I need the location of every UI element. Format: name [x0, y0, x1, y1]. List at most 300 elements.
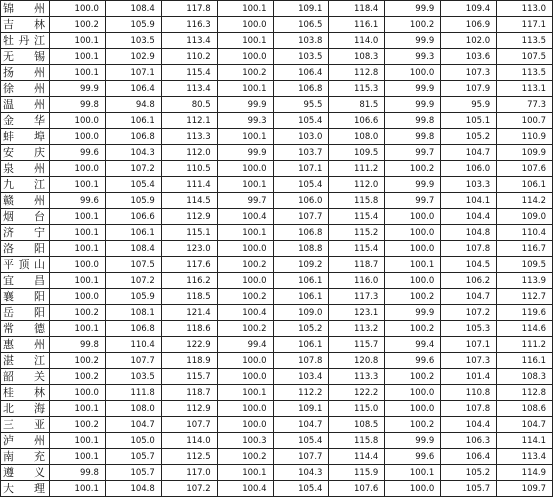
index-value-cell: 103.7: [273, 145, 329, 161]
table-row: [1, 481, 553, 497]
index-value-cell: 112.9: [161, 401, 217, 417]
index-value-cell: 106.6: [329, 113, 385, 129]
index-value-cell: 100.0: [217, 369, 273, 385]
table-row: [1, 81, 553, 97]
index-value-cell: 100.1: [50, 273, 106, 289]
index-value-cell: 100.0: [217, 401, 273, 417]
index-value-cell: 100.1: [50, 33, 106, 49]
index-value-cell: 104.3: [273, 465, 329, 481]
index-value-cell: 105.1: [441, 113, 497, 129]
index-value-cell: 115.7: [329, 337, 385, 353]
index-value-cell: 122.9: [161, 337, 217, 353]
index-value-cell: 105.2: [273, 321, 329, 337]
index-value-cell: 118.7: [161, 385, 217, 401]
table-row: [1, 177, 553, 193]
index-value-cell: 108.6: [497, 401, 553, 417]
city-name-cell: 烟台: [1, 209, 50, 225]
city-name-cell: 襄阳: [1, 289, 50, 305]
index-value-cell: 106.6: [105, 209, 161, 225]
index-value-cell: 111.2: [497, 337, 553, 353]
index-value-cell: 113.4: [161, 33, 217, 49]
city-name-cell: 安庆: [1, 145, 50, 161]
city-name-cell: 泸州: [1, 433, 50, 449]
index-value-cell: 112.0: [329, 177, 385, 193]
index-value-cell: 95.5: [273, 97, 329, 113]
index-value-cell: 105.3: [441, 321, 497, 337]
index-value-cell: 100.0: [385, 401, 441, 417]
index-value-cell: 103.6: [441, 49, 497, 65]
index-value-cell: 109.1: [273, 1, 329, 17]
index-value-cell: 99.7: [385, 193, 441, 209]
city-name-cell: 湛江: [1, 353, 50, 369]
index-value-cell: 99.6: [50, 193, 106, 209]
city-name-cell: 九江: [1, 177, 50, 193]
index-value-cell: 101.4: [441, 369, 497, 385]
index-value-cell: 100.1: [217, 33, 273, 49]
index-value-cell: 113.9: [497, 273, 553, 289]
index-value-cell: 99.8: [50, 465, 106, 481]
index-value-cell: 109.4: [441, 1, 497, 17]
table-row: [1, 257, 553, 273]
index-value-cell: 113.1: [497, 81, 553, 97]
city-name-cell: 平顶山: [1, 257, 50, 273]
table-row: [1, 241, 553, 257]
index-value-cell: 104.7: [497, 417, 553, 433]
index-value-cell: 100.1: [217, 81, 273, 97]
table-row: [1, 305, 553, 321]
index-value-cell: 94.8: [105, 97, 161, 113]
index-value-cell: 99.8: [50, 337, 106, 353]
index-value-cell: 114.0: [329, 33, 385, 49]
index-value-cell: 100.2: [385, 161, 441, 177]
index-value-cell: 103.0: [273, 129, 329, 145]
index-value-cell: 115.4: [329, 241, 385, 257]
index-value-cell: 116.2: [161, 273, 217, 289]
index-value-cell: 99.9: [385, 33, 441, 49]
index-value-cell: 110.8: [441, 385, 497, 401]
index-value-cell: 106.1: [105, 113, 161, 129]
index-value-cell: 100.0: [50, 1, 106, 17]
index-value-cell: 106.1: [273, 337, 329, 353]
index-value-cell: 100.1: [50, 177, 106, 193]
index-value-cell: 109.5: [329, 145, 385, 161]
index-value-cell: 99.6: [50, 145, 106, 161]
index-value-cell: 107.5: [105, 257, 161, 273]
index-value-cell: 105.9: [105, 17, 161, 33]
index-value-cell: 103.5: [105, 33, 161, 49]
index-value-cell: 100.4: [217, 481, 273, 497]
index-value-cell: 100.2: [217, 257, 273, 273]
index-value-cell: 115.1: [161, 225, 217, 241]
index-value-cell: 100.1: [217, 129, 273, 145]
index-value-cell: 107.1: [273, 161, 329, 177]
index-value-cell: 115.7: [161, 369, 217, 385]
index-value-cell: 100.2: [217, 321, 273, 337]
city-name-cell: 惠州: [1, 337, 50, 353]
index-value-cell: 114.2: [497, 193, 553, 209]
table-row: [1, 17, 553, 33]
index-value-cell: 100.1: [50, 321, 106, 337]
index-value-cell: 108.0: [105, 401, 161, 417]
city-name-cell: 大理: [1, 481, 50, 497]
index-value-cell: 118.5: [161, 289, 217, 305]
index-value-cell: 113.0: [497, 1, 553, 17]
index-value-cell: 104.7: [273, 417, 329, 433]
index-value-cell: 114.5: [161, 193, 217, 209]
index-value-cell: 109.0: [497, 209, 553, 225]
city-name-cell: 无锡: [1, 49, 50, 65]
city-name-cell: 洛阳: [1, 241, 50, 257]
index-value-cell: 112.0: [161, 145, 217, 161]
index-value-cell: 118.7: [329, 257, 385, 273]
index-value-cell: 114.4: [329, 449, 385, 465]
index-value-cell: 99.3: [217, 113, 273, 129]
index-value-cell: 105.0: [105, 433, 161, 449]
city-name-cell: 宜昌: [1, 273, 50, 289]
index-value-cell: 108.4: [105, 241, 161, 257]
index-value-cell: 107.2: [441, 305, 497, 321]
index-value-cell: 116.3: [161, 17, 217, 33]
index-value-cell: 100.0: [50, 161, 106, 177]
index-value-cell: 118.9: [161, 353, 217, 369]
index-value-cell: 108.8: [273, 241, 329, 257]
index-value-cell: 100.0: [50, 289, 106, 305]
index-value-cell: 108.0: [329, 129, 385, 145]
index-value-cell: 100.2: [50, 369, 106, 385]
table-row: [1, 113, 553, 129]
table-row: [1, 337, 553, 353]
city-name-cell: 遵义: [1, 465, 50, 481]
table-row: [1, 161, 553, 177]
index-value-cell: 100.1: [217, 177, 273, 193]
index-value-cell: 106.4: [441, 449, 497, 465]
index-value-cell: 100.4: [217, 209, 273, 225]
index-value-cell: 114.9: [497, 465, 553, 481]
index-value-cell: 118.6: [161, 321, 217, 337]
index-value-cell: 100.0: [385, 385, 441, 401]
index-value-cell: 100.1: [50, 449, 106, 465]
index-value-cell: 104.7: [441, 145, 497, 161]
table-row: [1, 401, 553, 417]
index-value-cell: 107.1: [105, 65, 161, 81]
index-value-cell: 100.2: [385, 369, 441, 385]
index-value-cell: 107.7: [105, 353, 161, 369]
index-value-cell: 117.0: [161, 465, 217, 481]
table-row: [1, 385, 553, 401]
index-value-cell: 115.4: [161, 65, 217, 81]
index-value-cell: 99.6: [385, 449, 441, 465]
index-value-cell: 106.0: [441, 161, 497, 177]
city-name-cell: 岳阳: [1, 305, 50, 321]
index-value-cell: 99.8: [50, 97, 106, 113]
index-value-cell: 115.9: [329, 465, 385, 481]
table-body: [1, 1, 553, 497]
table-row: [1, 321, 553, 337]
index-value-cell: 118.4: [329, 1, 385, 17]
index-value-cell: 112.5: [161, 449, 217, 465]
index-value-cell: 99.9: [385, 177, 441, 193]
index-value-cell: 100.1: [217, 225, 273, 241]
index-value-cell: 123.1: [329, 305, 385, 321]
index-value-cell: 115.2: [329, 225, 385, 241]
index-value-cell: 106.4: [105, 81, 161, 97]
index-value-cell: 99.9: [50, 81, 106, 97]
index-value-cell: 112.8: [497, 385, 553, 401]
index-value-cell: 113.4: [161, 81, 217, 97]
index-value-cell: 100.1: [217, 465, 273, 481]
index-value-cell: 113.2: [329, 321, 385, 337]
index-value-cell: 100.3: [217, 433, 273, 449]
index-value-cell: 110.9: [497, 129, 553, 145]
index-value-cell: 100.0: [385, 65, 441, 81]
index-value-cell: 99.8: [385, 113, 441, 129]
index-value-cell: 100.2: [385, 17, 441, 33]
city-name-cell: 泉州: [1, 161, 50, 177]
index-value-cell: 112.1: [161, 113, 217, 129]
index-value-cell: 110.5: [161, 161, 217, 177]
city-name-cell: 锦州: [1, 1, 50, 17]
index-value-cell: 100.1: [385, 465, 441, 481]
index-value-cell: 100.2: [50, 17, 106, 33]
index-value-cell: 100.2: [50, 417, 106, 433]
city-name-cell: 温州: [1, 97, 50, 113]
index-value-cell: 114.0: [161, 433, 217, 449]
index-value-cell: 100.1: [50, 209, 106, 225]
index-value-cell: 100.1: [217, 1, 273, 17]
index-value-cell: 95.9: [441, 97, 497, 113]
index-value-cell: 100.1: [50, 65, 106, 81]
table-row: [1, 145, 553, 161]
index-value-cell: 108.5: [329, 417, 385, 433]
index-value-cell: 106.4: [273, 65, 329, 81]
index-value-cell: 99.9: [385, 1, 441, 17]
index-value-cell: 77.3: [497, 97, 553, 113]
table-row: [1, 225, 553, 241]
index-value-cell: 104.8: [441, 225, 497, 241]
index-value-cell: 103.3: [441, 177, 497, 193]
index-value-cell: 100.0: [217, 241, 273, 257]
index-value-cell: 99.9: [217, 145, 273, 161]
index-value-cell: 105.4: [105, 177, 161, 193]
index-value-cell: 107.7: [161, 417, 217, 433]
index-value-cell: 81.5: [329, 97, 385, 113]
table-row: [1, 209, 553, 225]
index-value-cell: 107.3: [441, 65, 497, 81]
index-value-cell: 100.1: [50, 401, 106, 417]
table-row: [1, 97, 553, 113]
index-value-cell: 106.9: [441, 17, 497, 33]
index-value-cell: 106.8: [105, 321, 161, 337]
index-value-cell: 103.4: [273, 369, 329, 385]
city-name-cell: 蚌埠: [1, 129, 50, 145]
index-value-cell: 120.8: [329, 353, 385, 369]
index-value-cell: 100.1: [50, 241, 106, 257]
index-value-cell: 114.1: [497, 433, 553, 449]
index-value-cell: 109.0: [273, 305, 329, 321]
index-value-cell: 99.9: [385, 81, 441, 97]
index-value-cell: 99.9: [385, 305, 441, 321]
index-value-cell: 100.2: [385, 417, 441, 433]
index-value-cell: 114.6: [497, 321, 553, 337]
index-value-cell: 109.7: [497, 481, 553, 497]
index-value-cell: 106.5: [273, 17, 329, 33]
index-value-cell: 100.2: [50, 305, 106, 321]
index-value-cell: 100.0: [217, 161, 273, 177]
index-value-cell: 113.5: [497, 33, 553, 49]
index-value-cell: 105.7: [105, 449, 161, 465]
table-row: [1, 369, 553, 385]
index-value-cell: 115.0: [329, 401, 385, 417]
index-value-cell: 99.8: [385, 129, 441, 145]
index-value-cell: 115.8: [329, 193, 385, 209]
index-value-cell: 105.2: [441, 465, 497, 481]
index-value-cell: 99.9: [385, 433, 441, 449]
index-value-cell: 109.5: [497, 257, 553, 273]
table-row: [1, 417, 553, 433]
index-value-cell: 105.7: [441, 481, 497, 497]
index-value-cell: 104.5: [441, 257, 497, 273]
index-value-cell: 105.4: [273, 481, 329, 497]
index-value-cell: 100.0: [50, 385, 106, 401]
index-value-cell: 100.2: [217, 65, 273, 81]
table-row: [1, 449, 553, 465]
city-name-cell: 桂林: [1, 385, 50, 401]
index-value-cell: 107.8: [273, 353, 329, 369]
index-value-cell: 110.4: [105, 337, 161, 353]
index-value-cell: 100.0: [50, 257, 106, 273]
index-value-cell: 104.4: [441, 417, 497, 433]
index-value-cell: 100.1: [50, 433, 106, 449]
index-value-cell: 99.4: [217, 337, 273, 353]
index-value-cell: 100.1: [385, 257, 441, 273]
index-value-cell: 107.5: [497, 49, 553, 65]
index-value-cell: 115.4: [329, 209, 385, 225]
index-value-cell: 107.7: [273, 209, 329, 225]
table-row: [1, 65, 553, 81]
table-row: [1, 353, 553, 369]
table-row: [1, 193, 553, 209]
table-row: [1, 273, 553, 289]
index-value-cell: 108.1: [105, 305, 161, 321]
index-value-cell: 105.4: [273, 177, 329, 193]
index-value-cell: 111.2: [329, 161, 385, 177]
index-value-cell: 105.4: [273, 113, 329, 129]
index-value-cell: 100.0: [50, 113, 106, 129]
index-value-cell: 104.7: [105, 417, 161, 433]
index-value-cell: 100.0: [217, 49, 273, 65]
index-value-cell: 102.9: [105, 49, 161, 65]
index-value-cell: 110.4: [497, 225, 553, 241]
index-value-cell: 107.2: [105, 273, 161, 289]
index-value-cell: 100.0: [385, 273, 441, 289]
city-name-cell: 三亚: [1, 417, 50, 433]
index-value-cell: 107.7: [273, 449, 329, 465]
index-value-cell: 113.4: [497, 449, 553, 465]
index-value-cell: 106.8: [273, 81, 329, 97]
index-value-cell: 111.4: [161, 177, 217, 193]
index-value-cell: 102.0: [441, 33, 497, 49]
index-value-cell: 111.8: [105, 385, 161, 401]
index-value-cell: 100.7: [497, 113, 553, 129]
index-value-cell: 121.4: [161, 305, 217, 321]
index-value-cell: 113.3: [329, 369, 385, 385]
index-value-cell: 100.2: [217, 289, 273, 305]
index-value-cell: 100.1: [50, 49, 106, 65]
index-value-cell: 100.2: [217, 449, 273, 465]
index-value-cell: 106.2: [441, 273, 497, 289]
table-row: [1, 289, 553, 305]
index-value-cell: 105.4: [273, 433, 329, 449]
index-value-cell: 117.3: [329, 289, 385, 305]
index-value-cell: 104.8: [105, 481, 161, 497]
index-value-cell: 105.7: [105, 465, 161, 481]
index-value-cell: 106.1: [273, 273, 329, 289]
index-value-cell: 113.5: [497, 65, 553, 81]
index-value-cell: 112.8: [329, 65, 385, 81]
index-value-cell: 110.2: [161, 49, 217, 65]
index-value-cell: 105.9: [105, 193, 161, 209]
index-value-cell: 109.2: [273, 257, 329, 273]
index-value-cell: 117.8: [161, 1, 217, 17]
index-value-cell: 106.0: [273, 193, 329, 209]
table-row: [1, 49, 553, 65]
index-value-cell: 100.2: [385, 289, 441, 305]
index-value-cell: 112.9: [161, 209, 217, 225]
index-value-cell: 107.9: [441, 81, 497, 97]
index-value-cell: 100.0: [385, 209, 441, 225]
city-name-cell: 韶关: [1, 369, 50, 385]
table-row: [1, 465, 553, 481]
index-value-cell: 115.8: [329, 433, 385, 449]
index-value-cell: 100.0: [217, 17, 273, 33]
index-value-cell: 106.8: [105, 129, 161, 145]
index-value-cell: 106.1: [273, 289, 329, 305]
index-value-cell: 106.1: [105, 225, 161, 241]
index-value-cell: 107.8: [441, 241, 497, 257]
index-value-cell: 107.1: [441, 337, 497, 353]
index-value-cell: 117.6: [161, 257, 217, 273]
index-value-cell: 104.1: [441, 193, 497, 209]
index-value-cell: 115.3: [329, 81, 385, 97]
index-value-cell: 116.1: [329, 17, 385, 33]
index-value-cell: 106.1: [497, 177, 553, 193]
index-value-cell: 103.5: [105, 369, 161, 385]
index-value-cell: 100.0: [385, 481, 441, 497]
index-value-cell: 107.6: [497, 161, 553, 177]
index-value-cell: 100.4: [217, 305, 273, 321]
index-value-cell: 107.2: [161, 481, 217, 497]
index-value-cell: 100.1: [217, 385, 273, 401]
city-name-cell: 北海: [1, 401, 50, 417]
index-value-cell: 106.3: [441, 433, 497, 449]
index-value-cell: 100.2: [50, 353, 106, 369]
index-value-cell: 99.3: [385, 49, 441, 65]
index-value-cell: 103.5: [273, 49, 329, 65]
index-value-cell: 100.0: [50, 129, 106, 145]
index-value-cell: 108.4: [105, 1, 161, 17]
index-value-cell: 106.8: [273, 225, 329, 241]
index-value-cell: 100.0: [385, 241, 441, 257]
index-value-cell: 99.7: [217, 193, 273, 209]
city-name-cell: 徐州: [1, 81, 50, 97]
index-value-cell: 103.8: [273, 33, 329, 49]
index-value-cell: 112.2: [273, 385, 329, 401]
index-value-cell: 99.4: [385, 337, 441, 353]
city-name-cell: 济宁: [1, 225, 50, 241]
index-value-cell: 100.1: [50, 481, 106, 497]
index-value-cell: 80.5: [161, 97, 217, 113]
index-value-cell: 122.2: [329, 385, 385, 401]
